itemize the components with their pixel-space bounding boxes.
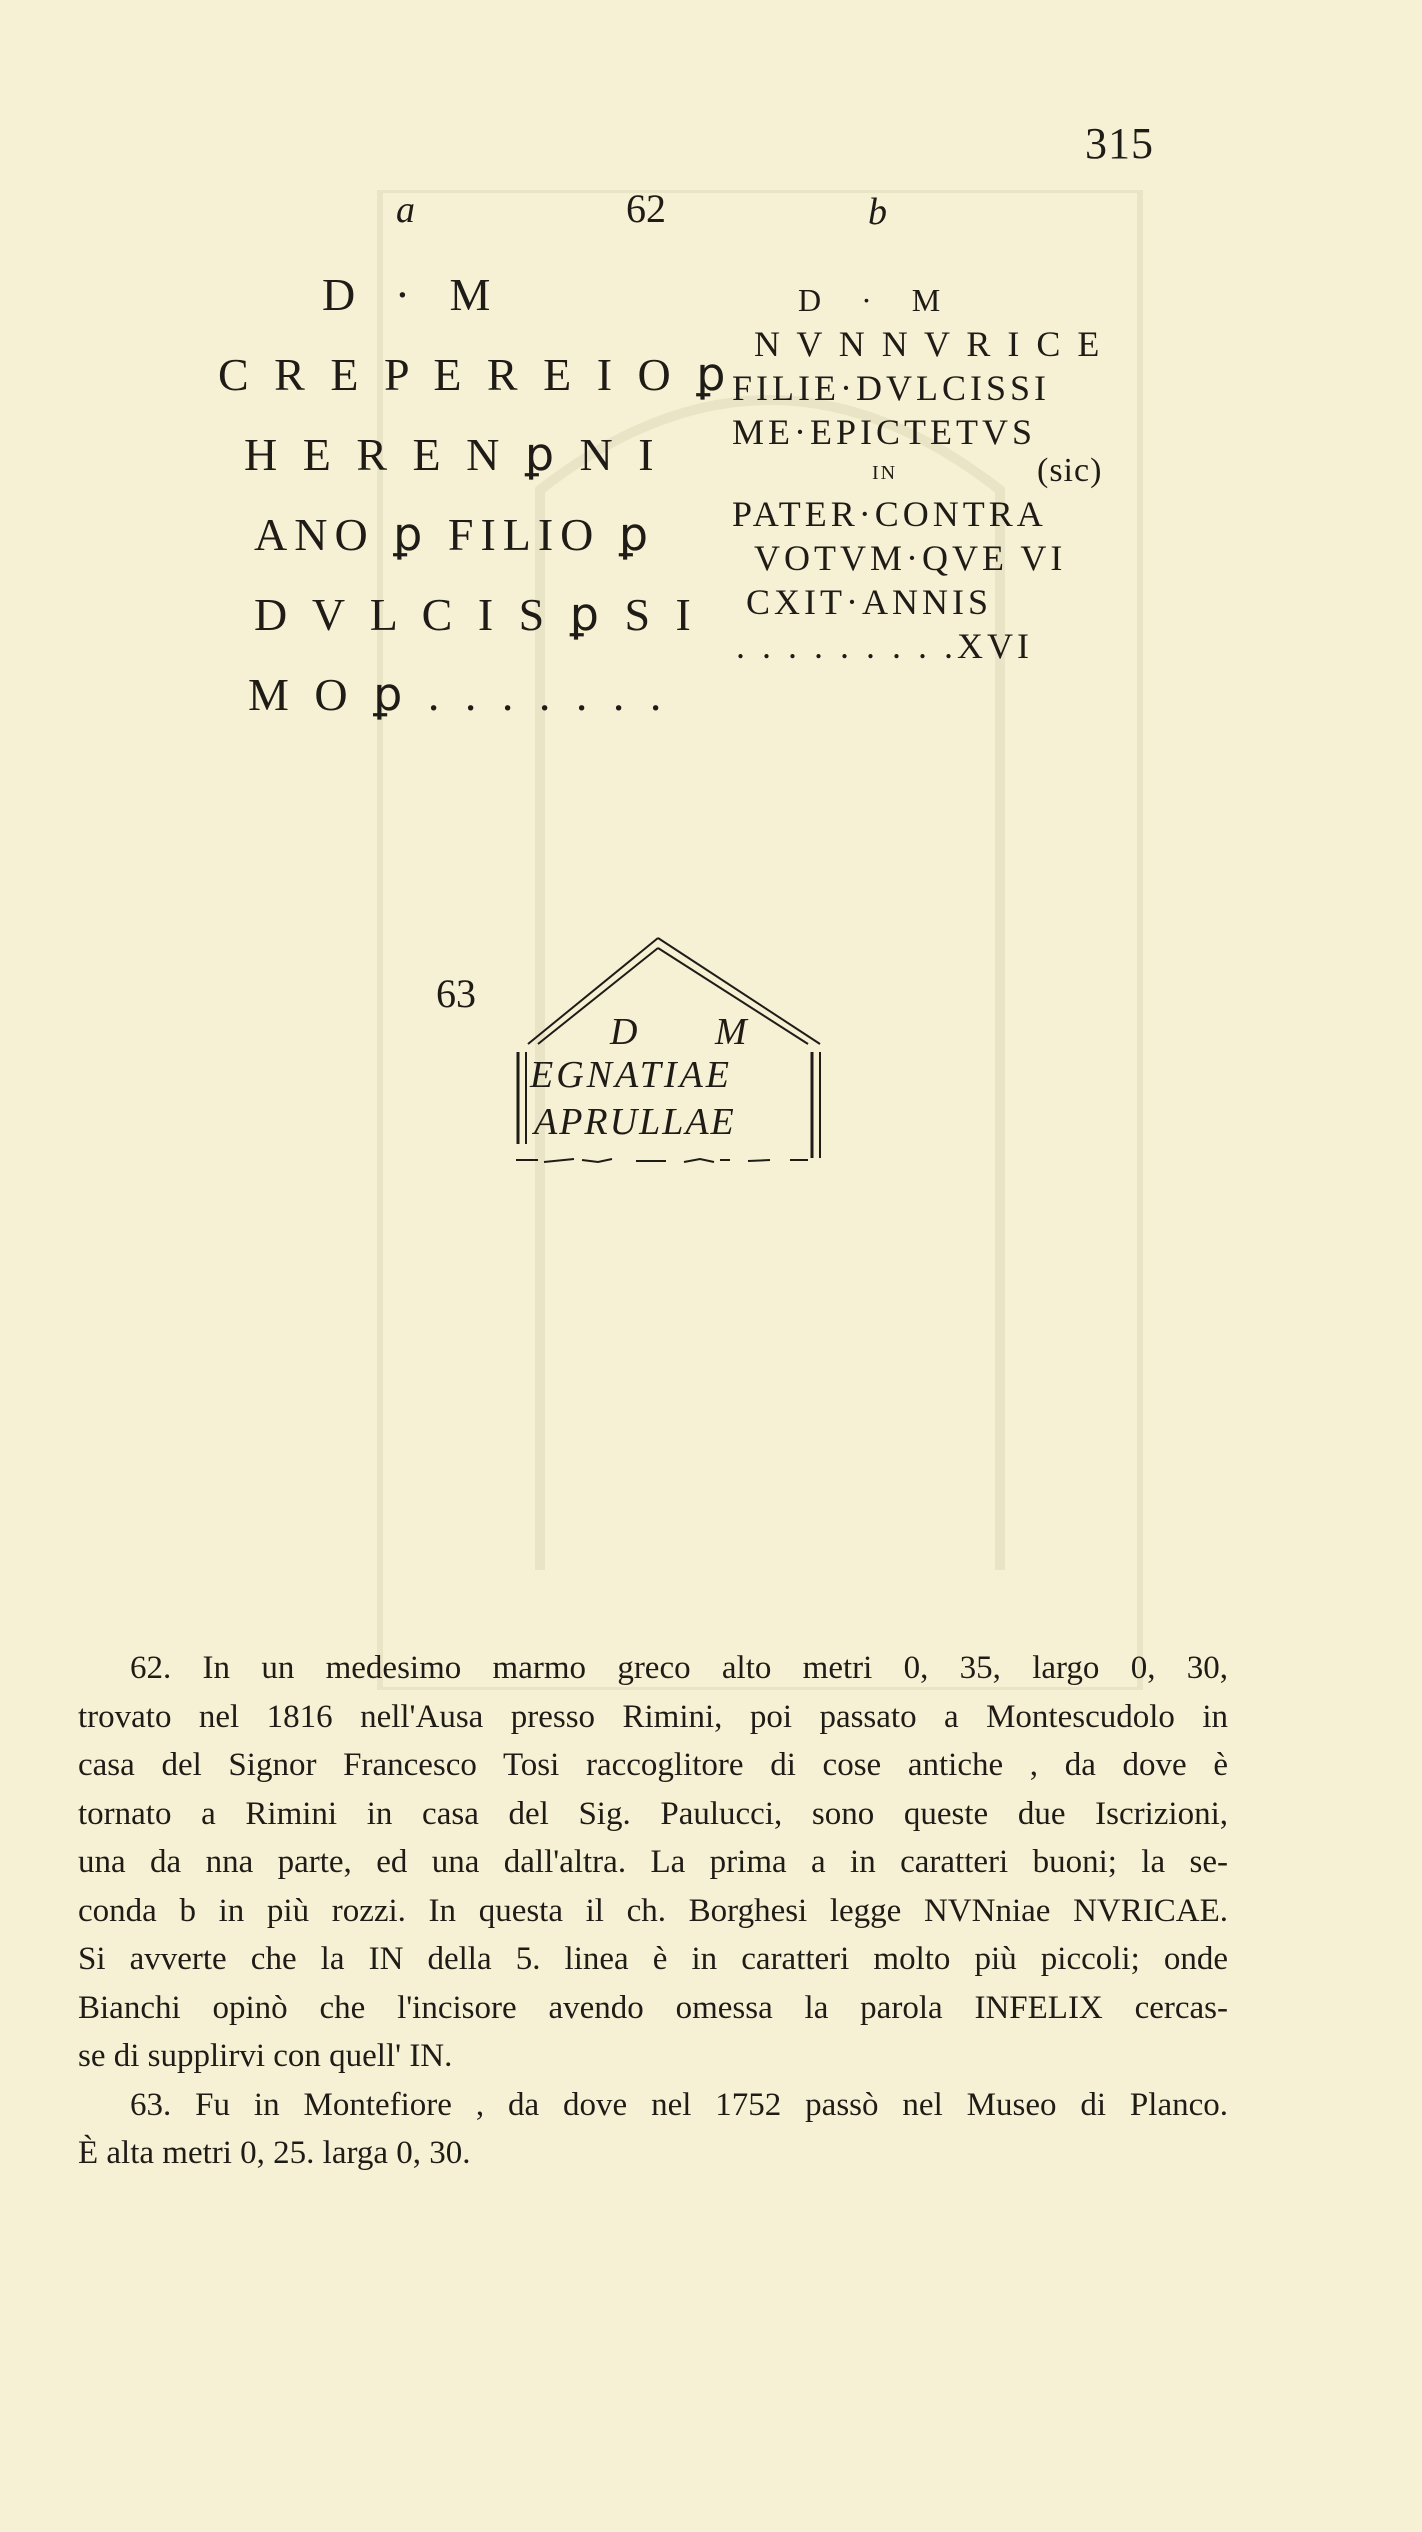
page-number: 315 <box>1085 119 1154 168</box>
commentary-line: casa del Signor Francesco Tosi raccoglitore di cose antiche , da dove è <box>78 1747 1228 1783</box>
commentary-text <box>78 1644 1228 2178</box>
inscription-a-line: H E R E N ꝑ N I <box>244 429 661 480</box>
stele-dm-text: D M <box>610 1011 781 1053</box>
inscription-a-line: M O ꝑ . . . . . . . <box>248 669 669 720</box>
inscription-b-label: b <box>868 191 887 233</box>
stele-line-aprullae: APRULLAE <box>534 1101 736 1143</box>
inscription-b-small-in: IN <box>872 462 898 484</box>
stele-drawing-63 <box>508 936 830 1170</box>
inscription-b-line: CXIT·ANNIS <box>746 582 992 622</box>
inscription-number-63: 63 <box>436 971 476 1016</box>
inscription-b-line: ME·EPICTETVS <box>732 412 1036 452</box>
commentary-line: 62. In un medesimo marmo greco alto metri 0, 35, largo 0, 30, <box>130 1650 1228 1686</box>
commentary-line: conda b in più rozzi. In questa il ch. Borghesi legge NVNniae NVRICAE. <box>78 1892 1228 1929</box>
commentary-line: trovato nel 1816 nell'Ausa presso Rimini, poi passato a Montescudolo in <box>78 1698 1228 1735</box>
commentary-line: tornato a Rimini in casa del Sig. Paulucci, sono queste due Iscrizioni, <box>78 1795 1228 1832</box>
inscription-b-line: D · M <box>798 282 957 318</box>
commentary-line: se di supplirvi con quell' IN. <box>78 2038 453 2074</box>
inscription-b-line: VOTVM·QVE VI <box>754 538 1067 578</box>
inscription-a-line: D V L C I S ꝑ S I <box>254 589 698 640</box>
inscription-a <box>200 269 733 750</box>
commentary-line: È alta metri 0, 25. larga 0, 30. <box>78 2135 471 2171</box>
inscription-b-line: FILIE·DVLCISSI <box>732 368 1050 408</box>
inscription-number-62: 62 <box>626 186 666 231</box>
commentary-line: una da nna parte, ed una dall'altra. La prima a in caratteri buoni; la se- <box>78 1844 1228 1880</box>
inscription-b-line: . . . . . . . . .XVI <box>736 626 1033 666</box>
inscription-a-label: a <box>396 189 415 231</box>
commentary-line: 63. Fu in Montefiore , da dove nel 1752 passò nel Museo di Planco. <box>130 2086 1228 2123</box>
sic-note: (sic) <box>1037 452 1103 489</box>
commentary-line: Bianchi opinò che l'incisore avendo omessa la parola INFELIX cercas- <box>78 1989 1228 2026</box>
inscription-b-line: N V N N V R I C E <box>754 324 1104 364</box>
inscription-b-small-line <box>732 454 1152 492</box>
inscription-b <box>732 278 1152 668</box>
stele-line-egnatiae: EGNATIAE <box>530 1054 733 1096</box>
inscription-b-line: PATER·CONTRA <box>732 494 1047 534</box>
inscription-a-line: D · M <box>322 269 505 320</box>
inscription-a-line: ANO ꝑ FILIO ꝑ <box>254 509 656 560</box>
commentary-line: Si avverte che la IN della 5. linea è in caratteri molto più piccoli; onde <box>78 1941 1228 1977</box>
inscription-a-line: C R E P E R E I O ꝑ <box>218 349 733 400</box>
